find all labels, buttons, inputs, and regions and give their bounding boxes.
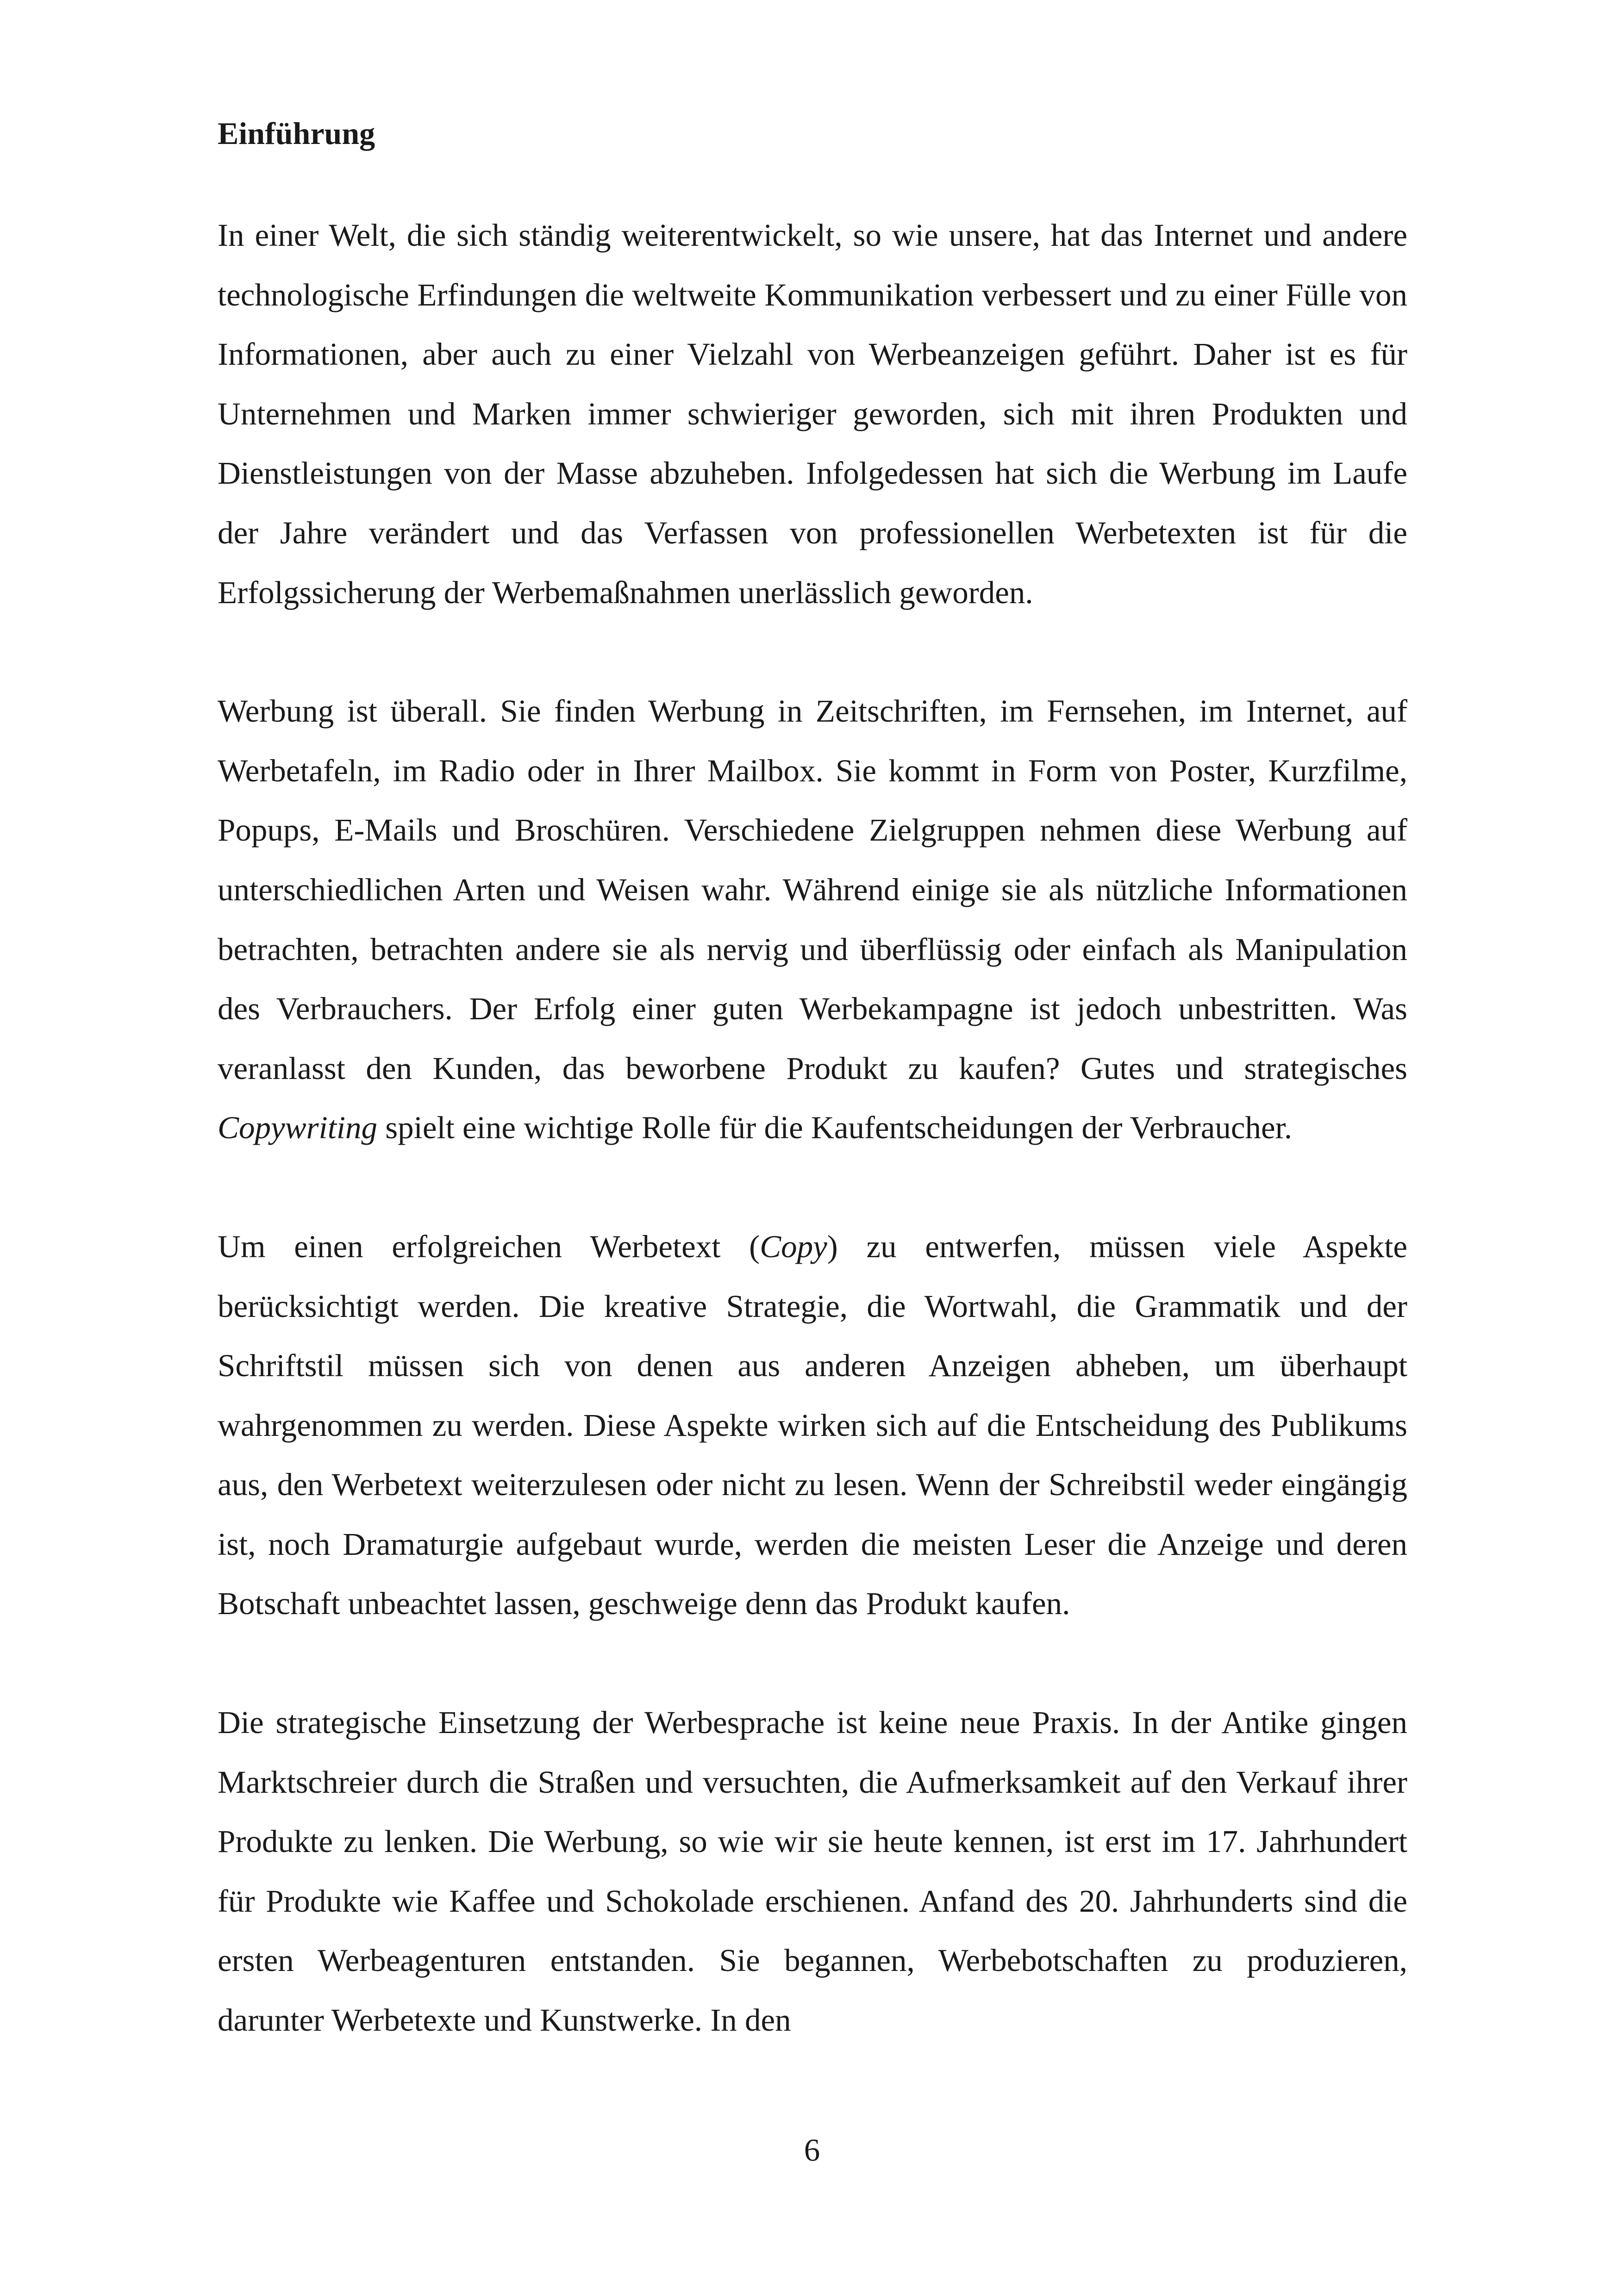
paragraph-4 [218,1693,1407,2050]
italic-term-copy: Copy [760,1229,827,1264]
section-heading: Einführung [218,116,375,151]
text-segment: Werbung ist überall. Sie finden Werbung in Zeitschriften, im Fernsehen, im Internet, auf Werbetafeln, im Radio oder in Ihrer Mailbox. Sie kommt in Form von Poster, Kurzfilme, Popups, E-Mails und Broschüren. Verschiedene Zielgruppen nehmen diese Werbung auf unterschiedlichen Arten und Weisen wahr. Während einige sie als nützliche Informationen betrachten, betrachten andere sie als nervig und überflüssig oder einfach als Manipulation des Verbrauchers. Der Erfolg einer guten Werbekampagne ist jedoch unbestritten. Was veranlasst den Kunden, das beworbene Produkt zu kaufen? Gutes und strategisches [218,693,1407,1086]
page-content [218,111,1407,2109]
text-segment: In einer Welt, die sich ständig weiterentwickelt, so wie unsere, hat das Internet und andere technologische Erfindungen die weltweite Kommunikation verbessert und zu einer Fülle von Informationen, aber auch zu einer Vielzahl von Werbeanzeigen geführt. Daher ist es für Unternehmen und Marken immer schwieriger geworden, sich mit ihren Produkten und Dienstleistungen von der Masse abzuheben. Infolgedessen hat sich die Werbung im Laufe der Jahre verändert und das Verfassen von professionellen Werbetexten ist für die Erfolgssicherung der Werbemaßnahmen unerlässlich geworden. [218,218,1407,610]
paragraph-2 [218,681,1407,1158]
text-segment: Um einen erfolgreichen Werbetext ( [218,1229,760,1264]
paragraph-1 [218,206,1407,622]
paragraph-3 [218,1217,1407,1634]
text-segment: spielt eine wichtige Rolle für die Kaufentscheidungen der Verbraucher. [377,1110,1293,1146]
italic-term-copywriting: Copywriting [218,1110,378,1146]
page-number: 6 [804,2133,820,2168]
text-segment: Die strategische Einsetzung der Werbesprache ist keine neue Praxis. In der Antike gingen Marktschreier durch die Straßen und versuchten, die Aufmerksamkeit auf den Verkauf ihrer Produkte zu lenken. Die Werbung, so wie wir sie heute kennen, ist erst im 17. Jahrhundert für Produkte wie Kaffee und Schokolade erschienen. Anfand des 20. Jahrhunderts sind die ersten Werbeagenturen entstanden. Sie begannen, Werbebotschaften zu produzieren, darunter Werbetexte und Kunstwerke. In den [218,1705,1407,2038]
text-segment: ) zu entwerfen, müssen viele Aspekte berücksichtigt werden. Die kreative Strategie, die Wortwahl, die Grammatik und der Schriftstil müssen sich von denen aus anderen Anzeigen abheben, um überhaupt wahrgenommen zu werden. Diese Aspekte wirken sich auf die Entscheidung des Publikums aus, den Werbetext weiterzulesen oder nicht zu lesen. Wenn der Schreibstil weder eingängig ist, noch Dramaturgie aufgebaut wurde, werden die meisten Leser die Anzeige und deren Botschaft unbeachtet lassen, geschweige denn das Produkt kaufen. [218,1229,1407,1621]
